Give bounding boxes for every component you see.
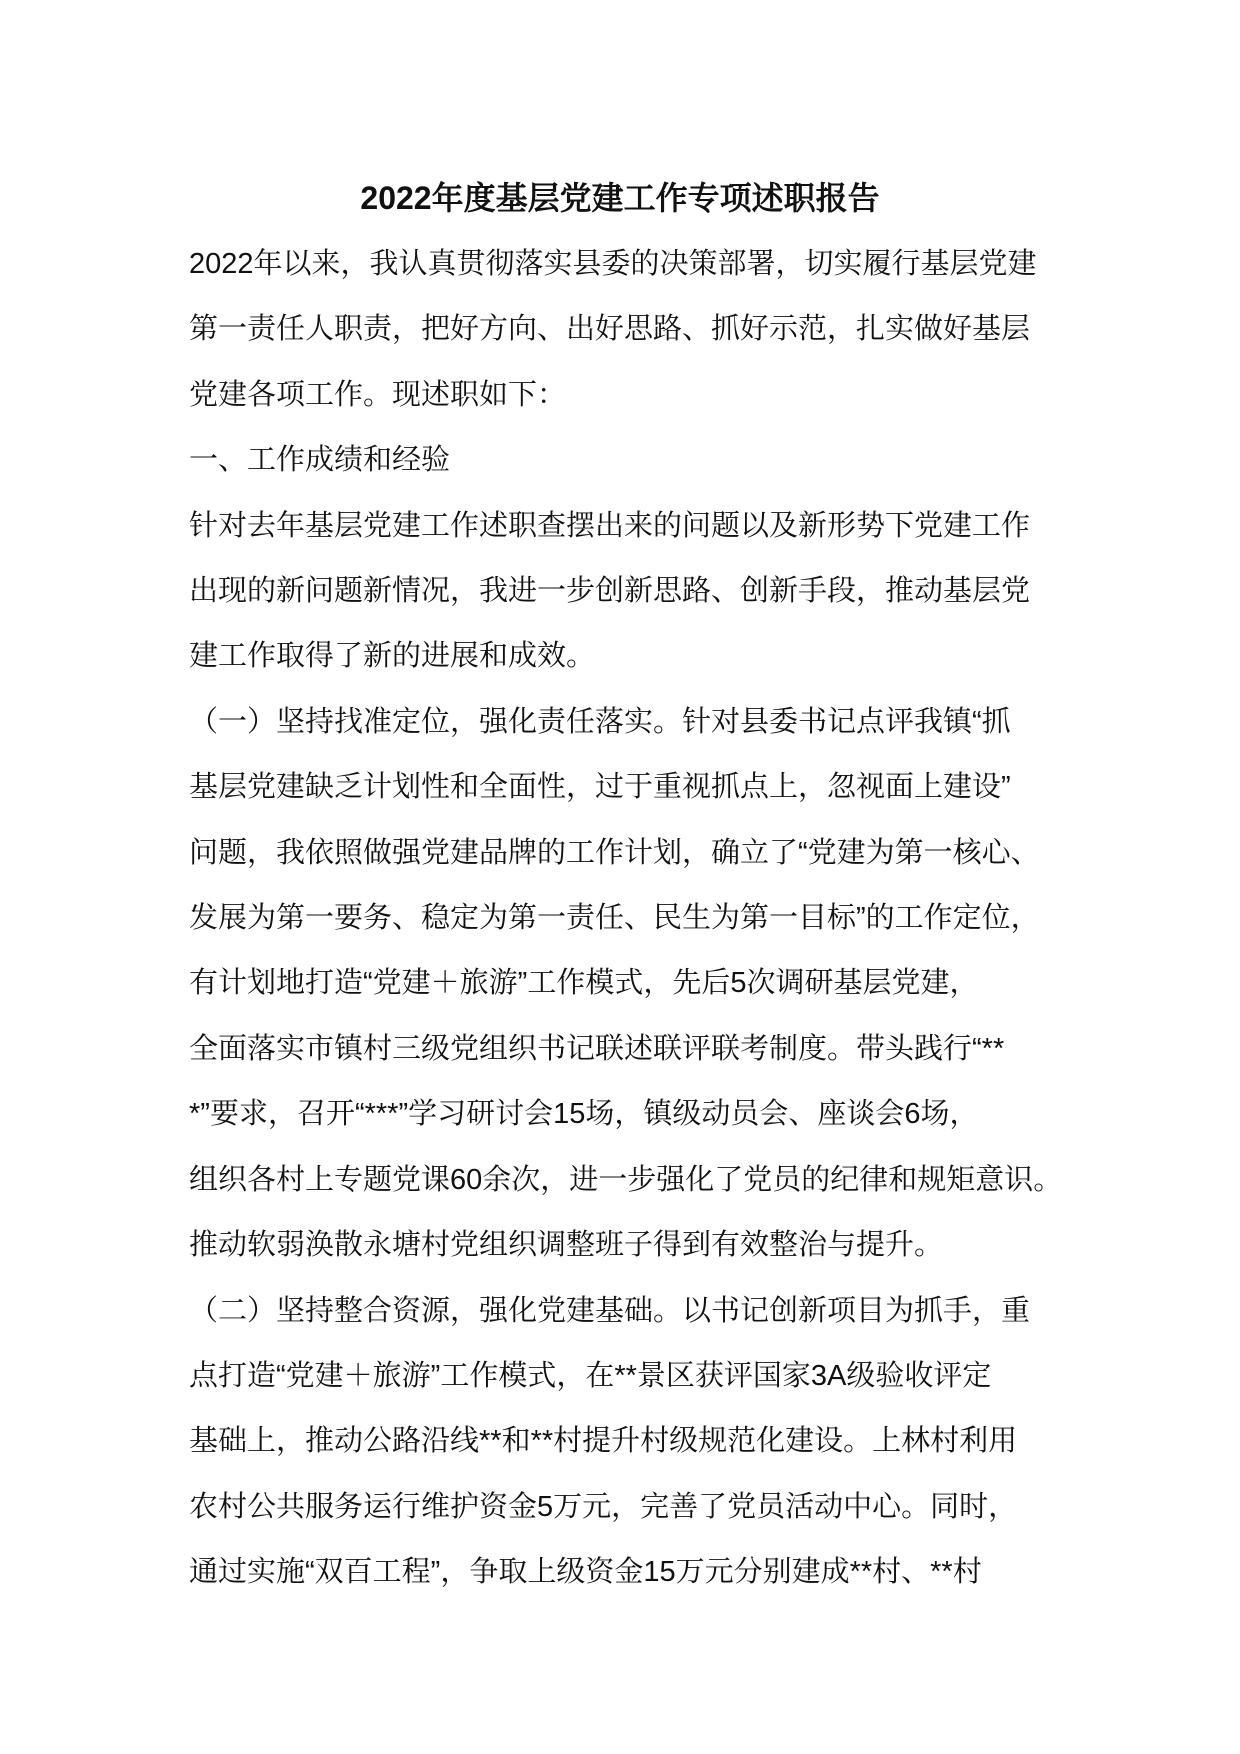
text-line: 全面落实市镇村三级党组织书记联述联评联考制度。带头践行“** [189,1032,1005,1065]
text-line: 问题，我依照做强党建品牌的工作计划，确立了“党建为第一核心、 [189,836,1040,869]
text-line: 推动软弱涣散永塘村党组织调整班子得到有效整治与提升。 [189,1229,944,1262]
text-line: 通过实施“双百工程”，争取上级资金15万元分别建成**村、**村 [189,1556,982,1589]
text-line: 针对去年基层党建工作述职查摆出来的问题以及新形势下党建工作 [189,509,1031,542]
text-line: 基础上，推动公路沿线**和**村提升村级规范化建设。上林村利用 [189,1425,1018,1458]
text-line: 点打造“党建＋旅游”工作模式，在**景区获评国家3A级验收评定 [189,1359,992,1392]
document-title: 2022年度基层党建工作专项述职报告 [360,180,880,216]
section-heading: 一、工作成绩和经验 [189,444,451,477]
text-line: 农村公共服务运行维护资金5万元，完善了党员活动中心。同时， [189,1490,1018,1523]
text-line: 建工作取得了新的进展和成效。 [189,640,596,673]
text-line: 组织各村上专题党课60余次，进一步强化了党员的纪律和规矩意识。 [189,1163,1063,1196]
text-line: （二）坚持整合资源，强化党建基础。以书记创新项目为抓手，重 [189,1294,1031,1327]
text-line: 党建各项工作。现述职如下： [189,378,567,411]
text-line: 有计划地打造“党建＋旅游”工作模式，先后5次调研基层党建， [189,967,979,1000]
text-line: （一）坚持找准定位，强化责任落实。针对县委书记点评我镇“抓 [189,705,1011,738]
text-line: 发展为第一要务、稳定为第一责任、民生为第一目标”的工作定位， [189,902,1040,935]
text-line: 2022年以来，我认真贯彻落实县委的决策部署，切实履行基层党建 [189,248,1037,280]
text-line: 第一责任人职责，把好方向、出好思路、抓好示范，扎实做好基层 [189,313,1031,346]
text-line: 基层党建缺乏计划性和全面性，过于重视抓点上，忽视面上建设” [189,771,1011,804]
text-line: 出现的新问题新情况，我进一步创新思路、创新手段，推动基层党 [189,575,1031,608]
text-line: *”要求，召开“***”学习研讨会15场，镇级动员会、座谈会6场， [189,1098,979,1131]
document-body [189,232,1089,1606]
